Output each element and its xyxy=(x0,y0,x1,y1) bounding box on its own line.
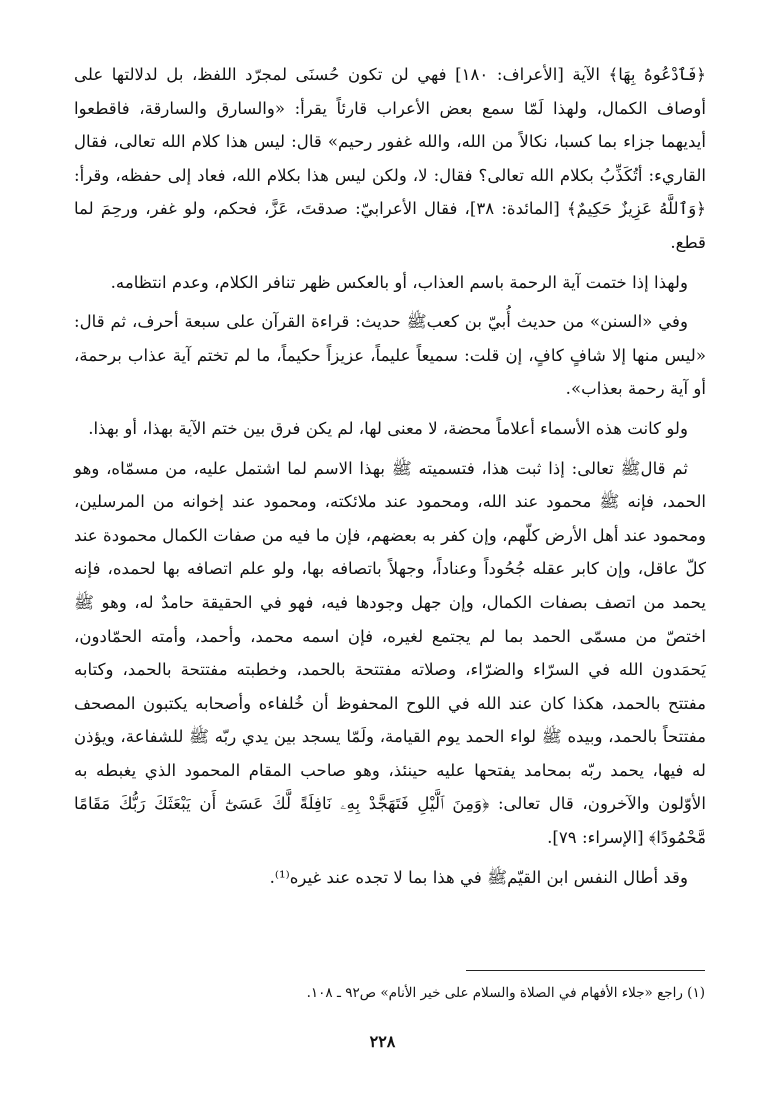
paragraph-5: ثم قالﷺ تعالى: إذا ثبت هذا، فتسميته ﷺ بهذا الاسم لما اشتمل عليه، من مسمّاه، وهو الحمد، فإنه ﷺ محمود عند الله، ومحمود عند ملائكته، ومحمود عند إخوانه من المرسلين، ومحمود عند أهل الأرض كلّهم، وإن كفر به بعضهم، فإن ما فيه من صفات الكمال محمودة عند كلّ عاقل، وإن كابر عقله جُحُوداً وعناداً، وجهلاً باتصافه بها، ولو علم اتصافه بها لحمده، فإنه يحمد من اتصف بصفات الكمال، وإن جهل وجودها فيه، فهو في الحقيقة حامدٌ له، وهو ﷺ اختصّ من مسمّى الحمد بما لم يجتمع لغيره، فإن اسمه محمد، وأحمد، وأمته الحمّادون، يَحمَدون الله في السرّاء والضرّاء، وصلاته مفتتحة بالحمد، وخطبته مفتتحة بالحمد، وكتابه مفتتح بالحمد، هكذا كان عند الله في اللوح المحفوظ أن خُلفاءه وأصحابه يكتبون المصحف مفتتحاً بالحمد، وبيده ﷺ لواء الحمد يوم القيامة، ولَمّا يسجد بين يدي ربّه ﷺ للشفاعة، ويؤذن له فيها، يحمد ربّه بمحامد يفتحها عليه حينئذ، وهو صاحب المقام المحمود الذي يغبطه به الأوّلون والآخرون، قال تعالى: ﴿وَمِنَ ٱلَّيْلِ فَتَهَجَّدْ بِهِۦ نَافِلَةً لَّكَ عَسَىٰٓ أَن يَبْعَثَكَ رَبُّكَ مَقَامًا مَّحْمُودًا﴾ [الإسراء: ٧٩]. xyxy=(74,458,706,848)
paragraph-6: وقد أطال النفس ابن القيّمﷺ في هذا بما لا تجده عند غيره⁽¹⁾. xyxy=(269,867,688,887)
paragraph-4: ولو كانت هذه الأسماء أعلاماً محضة، لا معنى لها، لم يكن فرق بين ختم الآية بهذا، أو بهذا. xyxy=(88,418,688,438)
footnote: (١) راجع «جلاء الأفهام في الصلاة والسلام على خير الأنام» ص٩٢ ـ ١٠٨. xyxy=(306,985,705,1001)
footnote-divider xyxy=(466,970,705,971)
page-body xyxy=(74,58,706,894)
paragraph-2: ولهذا إذا ختمت آية الرحمة باسم العذاب، أو بالعكس ظهر تنافر الكلام، وعدم انتظامه. xyxy=(110,272,688,292)
paragraph-3: وفي «السنن» من حديث أُبيّ بن كعبﷺ حديث: قراءة القرآن على سبعة أحرف، ثم قال: «ليس منها إلا شافٍ كافٍ، إن قلت: سميعاً عليماً، عزيزاً حكيماً، ما لم تختم آية عذاب برحمة، أو آية رحمة بعذاب». xyxy=(74,312,706,399)
page-number: ٢٢٨ xyxy=(369,1032,396,1051)
paragraph-1: ﴿فَٱدْعُوهُ بِهَا﴾ الآية [الأعراف: ١٨٠] فهي لن تكون حُسنَى لمجرّد اللفظ، بل لدلالتها على أوصاف الكمال، ولهذا لَمّا سمع بعض الأعراب قارئاً يقرأ: «والسارق والسارقة، فاقطعوا أيديهما جزاء بما كسبا، نكالاً من الله، والله غفور رحيم» قال: ليس هذا كلام الله تعالى، فقال القاريء: أتُكَذِّبُ بكلام الله تعالى؟ فقال: لا، ولكن ليس هذا بكلام الله، فعاد إلى حفظه، وقرأ: ﴿وَٱللَّهُ عَزِيزٌ حَكِيمٌ﴾ [المائدة: ٣٨]، فقال الأعرابيّ: صدقتَ، عَزَّ، فحكم، ولو غفر، ورحِمَ لما قطع. xyxy=(74,65,707,252)
